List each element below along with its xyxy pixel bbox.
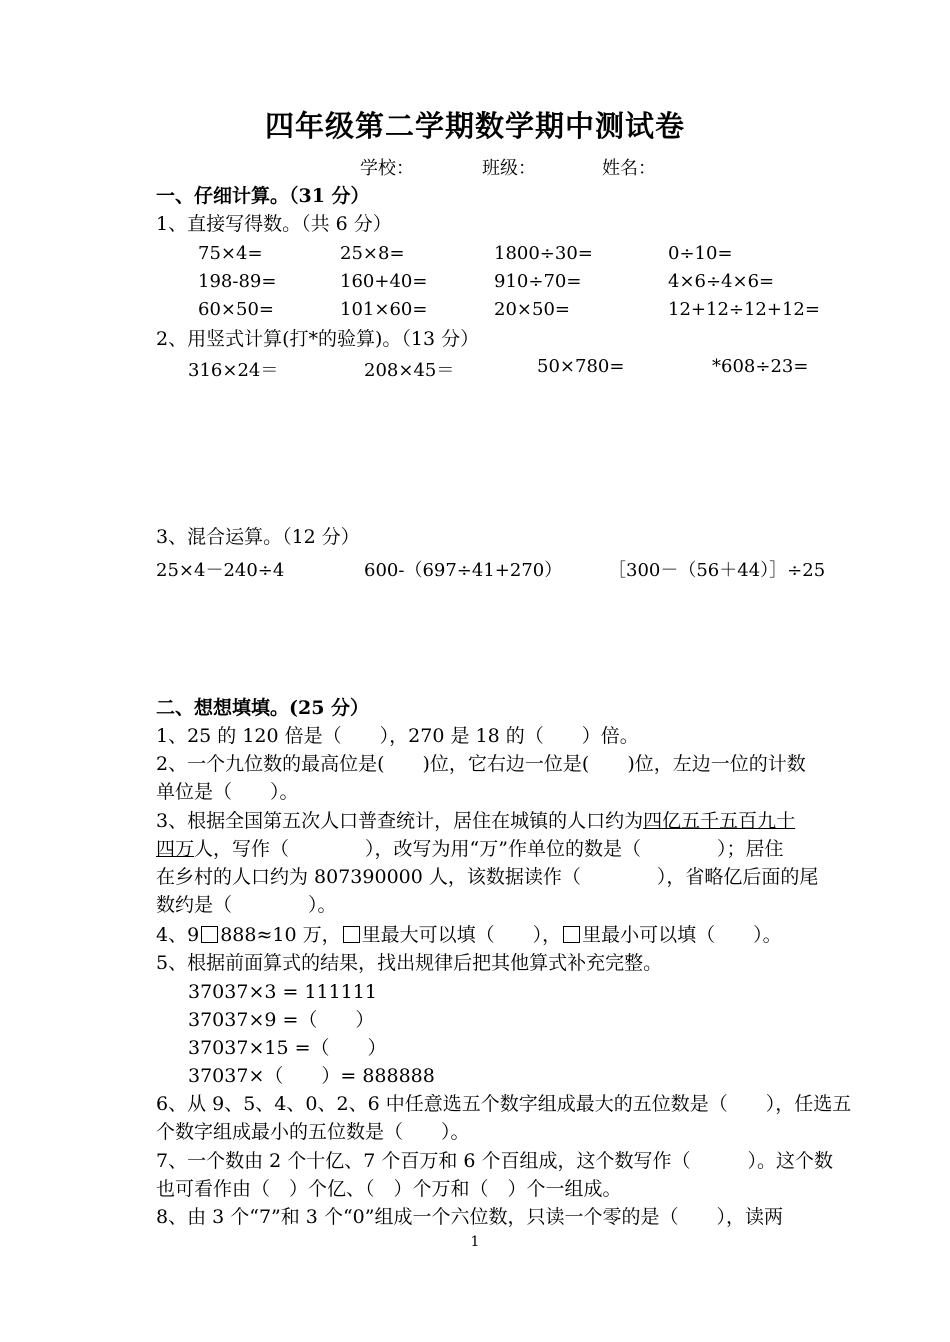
q1-item: 20×50= [494, 299, 570, 320]
page-title: 四年级第二学期数学期中测试卷 [264, 109, 685, 143]
q7-line: 也可看作由（ ）个亿、（ ）个万和（ ）个一组成。 [156, 1178, 622, 1200]
q5-item: 37037×3 = 111111 [188, 981, 377, 1003]
underlined-number: 四万 [156, 838, 195, 860]
name-label: 姓名： [602, 158, 656, 179]
q6-line: 个数字组成最小的五位数是（ ）。 [156, 1121, 470, 1143]
section-1-heading: 一、仔细计算。（31 分） [156, 185, 370, 207]
q3-line [156, 835, 783, 863]
q4-line [156, 921, 782, 949]
q4-text: 888≈10 万， [220, 924, 341, 946]
q1-item: 25×8= [340, 243, 405, 264]
q8-line: 8、由 3 个“7”和 3 个“0”组成一个六位数，只读一个零的是（ ），读两 [156, 1206, 783, 1228]
q3-text: 3、根据全国第五次人口普查统计，居住在城镇的人口约为 [156, 810, 644, 832]
blank-box-icon [343, 926, 360, 943]
q2-label: 2、用竖式计算(打*的验算)。（13 分） [156, 328, 480, 350]
q3-text: 人，写作（ ），改写为用“万”作单位的数是（ ）；居住 [194, 838, 784, 860]
blank-box-icon [201, 926, 218, 943]
q2-line: 单位是（ ）。 [156, 781, 299, 803]
q4-text: 4、9 [156, 924, 200, 946]
school-label: 学校： [360, 158, 414, 179]
q3-line [156, 807, 795, 835]
q5-item: 37037×15 =（ ） [188, 1037, 387, 1059]
q1-item: 910÷70= [494, 271, 582, 292]
q1-item: 0÷10= [668, 243, 733, 264]
q1-item: 101×60= [340, 299, 428, 320]
q3-line: 在乡村的人口约为 807390000 人，该数据读作（ ），省略亿后面的尾 [156, 866, 819, 888]
q2-item: 50×780= [537, 356, 625, 377]
q3-item: 600-（697÷41+270） [364, 560, 563, 581]
page-number: 1 [470, 1234, 480, 1250]
underlined-number: 四亿五千五百九十 [643, 810, 796, 832]
q1-label: 1、直接写得数。（共 6 分） [156, 213, 392, 235]
q2-item: 316×24＝ [188, 360, 279, 381]
q3-item: ［300－（56＋44）］÷25 [608, 560, 826, 581]
q1-item: 75×4= [198, 243, 263, 264]
q1-line: 1、25 的 120 倍是（ ），270 是 18 的（ ）倍。 [156, 725, 639, 747]
q5-item: 37037×（ ）= 888888 [188, 1065, 435, 1087]
q1-item: 160+40= [340, 271, 428, 292]
q2-item: 208×45＝ [364, 360, 455, 381]
q4-text: 里最小可以填（ ）。 [582, 924, 782, 946]
q1-item: 12+12÷12+12= [668, 299, 820, 320]
q2-item: *608÷23= [712, 356, 809, 377]
q4-text: 里最大可以填（ ）， [361, 924, 562, 946]
q3-line: 数约是（ ）。 [156, 894, 337, 916]
q6-line: 6、从 9、5、4、0、2、6 中任意选五个数字组成最大的五位数是（ ），任选五 [156, 1093, 852, 1115]
q5-label: 5、根据前面算式的结果，找出规律后把其他算式补充完整。 [156, 952, 663, 974]
q1-item: 1800÷30= [494, 243, 593, 264]
q1-item: 60×50= [198, 299, 274, 320]
q1-item: 198-89= [198, 271, 277, 292]
q7-line: 7、一个数由 2 个十亿、7 个百万和 6 个百组成，这个数写作（ ）。这个数 [156, 1150, 834, 1172]
q3-item: 25×4－240÷4 [156, 560, 285, 581]
section-2-heading: 二、想想填填。(25 分） [156, 697, 370, 719]
q2-line: 2、一个九位数的最高位是( )位，它右边一位是( )位，左边一位的计数 [156, 753, 806, 775]
class-label: 班级： [482, 158, 536, 179]
q5-item: 37037×9 =（ ） [188, 1009, 375, 1031]
q3-label: 3、混合运算。（12 分） [156, 526, 360, 548]
blank-box-icon [563, 926, 580, 943]
q1-item: 4×6÷4×6= [668, 271, 775, 292]
